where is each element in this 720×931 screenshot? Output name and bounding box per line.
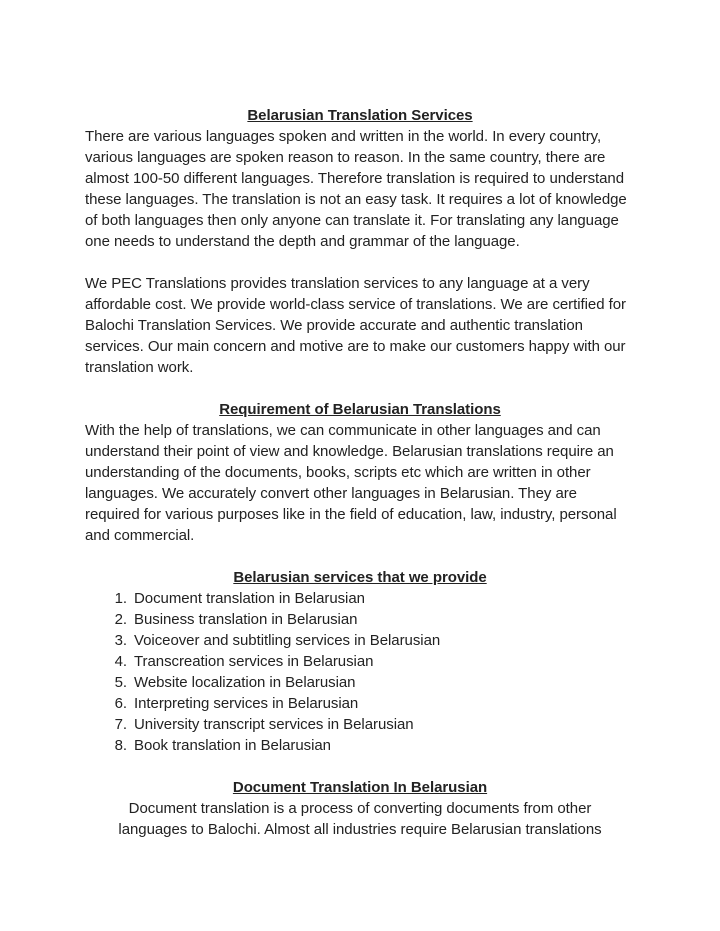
requirement-paragraph: With the help of translations, we can communicate in other languages and can understand their point of view and knowledge. Belarusian translations require an understanding of the documents, books, scripts etc which are written in other languages. We accurately convert other languages in Belarusian. They are required for various purposes like in the field of education, law, industry, personal and commercial. xyxy=(85,422,617,544)
document-translation-line-2: languages to Balochi. Almost all industries require Belarusian translations xyxy=(118,821,602,838)
spacer xyxy=(85,378,635,399)
list-item xyxy=(85,609,635,630)
list-item-text: Transcreation services in Belarusian xyxy=(134,653,374,670)
list-item-number: 4. xyxy=(114,653,127,670)
list-item-number: 2. xyxy=(114,611,127,628)
list-item xyxy=(85,714,635,735)
list-item-number: 7. xyxy=(114,716,127,733)
list-item-text: Website localization in Belarusian xyxy=(134,674,356,691)
list-item-text: Business translation in Belarusian xyxy=(134,611,358,628)
list-item xyxy=(85,735,635,756)
section-heading-services: Belarusian services that we provide xyxy=(233,569,487,586)
list-item-text: Voiceover and subtitling services in Belarusian xyxy=(134,632,441,649)
list-item-number: 6. xyxy=(114,695,127,712)
list-item-text: Document translation in Belarusian xyxy=(134,590,365,607)
section-heading-document-translation: Document Translation In Belarusian xyxy=(232,779,488,796)
list-item-text: Book translation in Belarusian xyxy=(134,737,331,754)
pec-paragraph: We PEC Translations provides translation services to any language at a very affordable cost. We provide world-class service of translations. We are certified for Balochi Translation Services. We provide accurate and authentic translation services. Our main concern and motive are to make our customers happy with our translation work. xyxy=(85,275,626,376)
list-item xyxy=(85,693,635,714)
list-item-number: 1. xyxy=(114,590,127,607)
list-item-number: 5. xyxy=(114,674,127,691)
services-list xyxy=(85,588,635,756)
spacer xyxy=(85,252,635,273)
document-translation-line-1: Document translation is a process of converting documents from other xyxy=(128,800,592,817)
spacer xyxy=(85,756,635,777)
list-item xyxy=(85,630,635,651)
list-item-number: 8. xyxy=(114,737,127,754)
list-item xyxy=(85,651,635,672)
list-item-text: Interpreting services in Belarusian xyxy=(134,695,359,712)
list-item xyxy=(85,672,635,693)
document-page xyxy=(85,105,635,840)
list-item-text: University transcript services in Belarusian xyxy=(134,716,414,733)
section-heading-requirement: Requirement of Belarusian Translations xyxy=(219,401,501,418)
spacer xyxy=(85,546,635,567)
section-heading-belarusian-translation-services: Belarusian Translation Services xyxy=(247,107,473,124)
intro-paragraph: There are various languages spoken and written in the world. In every country, various languages are spoken reason to reason. In the same country, there are almost 100-50 different languages. Therefore translation is required to understand these languages. The translation is not an easy task. It requires a lot of knowledge of both languages then only anyone can translate it. For translating any language one needs to understand the depth and grammar of the language. xyxy=(85,128,627,250)
list-item xyxy=(85,588,635,609)
list-item-number: 3. xyxy=(114,632,127,649)
